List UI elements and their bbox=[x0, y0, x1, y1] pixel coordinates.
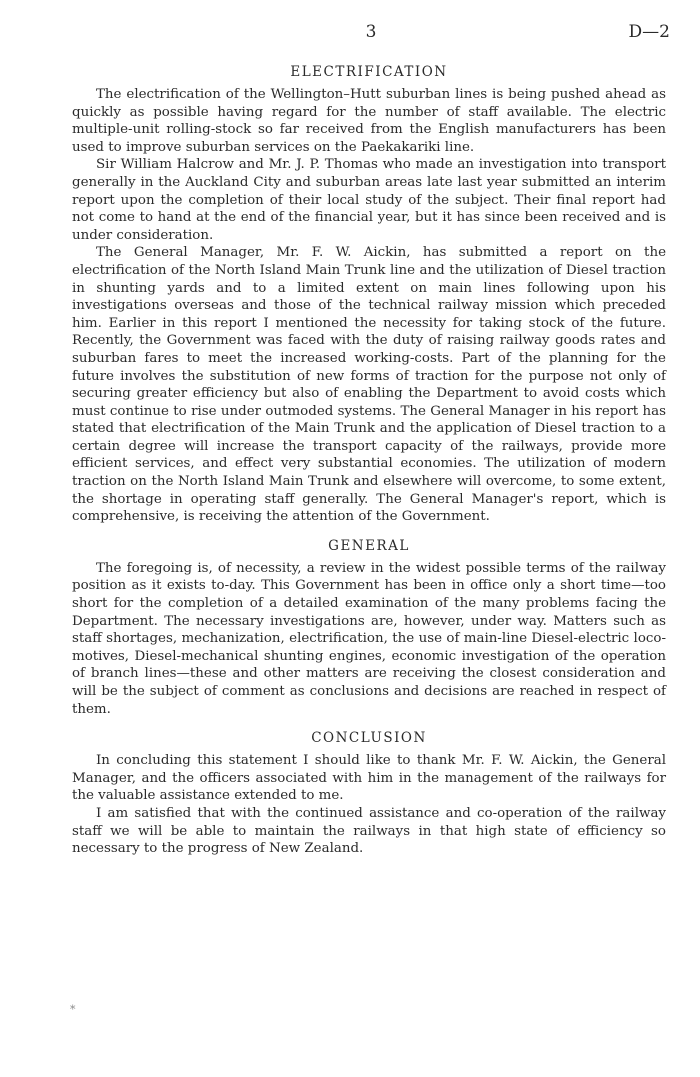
section-heading: CONCLUSION bbox=[311, 730, 427, 747]
footer-mark: * bbox=[70, 1003, 76, 1016]
section-general bbox=[72, 538, 666, 718]
section-heading: ELECTRIFICATION bbox=[290, 64, 448, 80]
paragraph: I am satisfied that with the continued assistance and co-operation of the railway staff we will be able to maintain the railways in that high state of efficiency so necessary to the progress of New Zealand. bbox=[72, 805, 666, 857]
paragraph: In concluding this statement I should like to thank Mr. F. W. Aickin, the General Manager, and the officers associated with him in the management of the railways for the valuable assistance extended to me. bbox=[72, 753, 666, 804]
section-heading: GENERAL bbox=[328, 537, 410, 554]
paragraph: The electrification of the Wellington–Hutt suburban lines is being pushed ahead as quickly as possible having regard for the number of staff available. The electric multiple-unit rolling-stock so far received from the English manufacturers has been used to improve suburban services on the Paekakariki line. bbox=[72, 87, 666, 155]
page-header bbox=[72, 22, 670, 46]
paragraph: The foregoing is, of necessity, a review in the widest possible terms of the railway position as it exists to-day. This Government has been in office only a short time—too short for the completion of a detailed examination of the many problems facing the Department. The necessary investigations are, however, under way. Matters such as staff shortages, mechanization, electrification, the use of main-line Diesel-electric loco-motives, Diesel-mechanical shunting engines, economic investigation of the operation of branch lines—these and other matters are receiving the closest consideration and will be the subject of comment as conclusions and decisions are reached in respect of them. bbox=[72, 560, 666, 717]
paragraph: The General Manager, Mr. F. W. Aickin, has submitted a report on the electrification of the North Island Main Trunk line and the utilization of Diesel traction in shunting yards and to a limited extent on main lines following upon his investigations overseas and those of the technical railway mission which preceded him. Earlier in this report I mentioned the necessity for taking stock of the future. Recently, the Government was faced with the duty of raising railway goods rates and suburban fares to meet the increased working-costs. Part of the planning for the future involves the substitution of new forms of traction for the purpose not only of securing greater efficiency but also of enabling the Department to avoid costs which must continue to rise under outmoded systems. The General Manager in his report has stated that electrification of the Main Trunk and the application of Diesel traction to a certain degree will increase the transport capacity of the railways, provide more efficient services, and effect very substantial economies. The utilization of modern traction on the North Island Main Trunk and elsewhere will overcome, to some extent, the shortage in operating staff generally. The General Manager's report, which is comprehensive, is receiving the attention of the Government. bbox=[72, 245, 666, 525]
page-number: 3 bbox=[365, 22, 377, 42]
document-body bbox=[72, 64, 666, 858]
section-conclusion bbox=[72, 730, 666, 858]
document-reference: D—2 bbox=[628, 22, 670, 42]
section-electrification bbox=[72, 64, 666, 526]
paragraph: Sir William Halcrow and Mr. J. P. Thomas who made an investigation into transport generally in the Auckland City and suburban areas late last year submitted an interim report upon the completion of their local study of the subject. Their final report had not come to hand at the end of the financial year, but it has since been received and is under consideration. bbox=[72, 157, 666, 243]
